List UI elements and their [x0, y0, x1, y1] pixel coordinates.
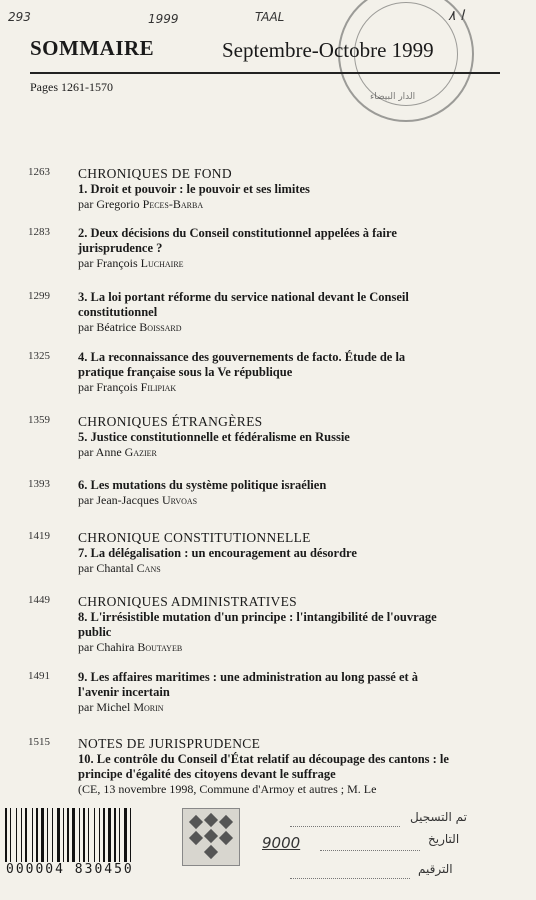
barcode-bar: [119, 808, 120, 862]
barcode-bar: [70, 808, 71, 862]
barcode-bar: [103, 808, 105, 862]
author-surname: Gazier: [124, 445, 157, 459]
header-rule: [30, 72, 500, 74]
article-author: [78, 380, 453, 395]
article-author: [78, 561, 453, 576]
barcode-bar: [45, 808, 46, 862]
handwritten-note-left: 293: [8, 10, 31, 24]
handwritten-note-right: TAAL: [255, 10, 285, 24]
barcode-bar: [88, 808, 89, 862]
author-surname: Peces-Barba: [142, 197, 204, 211]
handwritten-note-middle: 1999: [148, 12, 179, 26]
barcode-bar: [67, 808, 69, 862]
page-range: Pages 1261-1570: [30, 80, 113, 94]
barcode-bar: [121, 808, 123, 862]
dotted-line: [290, 878, 410, 879]
barcode-bar: [128, 808, 129, 862]
author-prefix: par Gregorio: [78, 197, 143, 211]
barcode-bar: [72, 808, 75, 862]
page-number: 1325: [28, 350, 50, 362]
section-heading: CHRONIQUES DE FOND: [78, 166, 232, 181]
stamp-text: الدار البيضاء: [370, 92, 416, 102]
barcode-bar: [112, 808, 113, 862]
author-prefix: par François: [78, 256, 141, 270]
author-prefix: par Chahira: [78, 640, 138, 654]
author-prefix: par Béatrice: [78, 320, 140, 334]
barcode-bar: [114, 808, 116, 862]
barcode-bar: [79, 808, 80, 862]
article-title: 5. Justice constitutionnelle et fédéralisme en Russie: [78, 430, 350, 444]
article-author: [78, 197, 453, 212]
barcode-bar: [36, 808, 38, 862]
page-number: 1263: [28, 166, 50, 178]
barcode-bar: [96, 808, 98, 862]
barcode-bar: [28, 808, 31, 862]
barcode-bar: [63, 808, 64, 862]
dotted-line: [320, 850, 420, 851]
section-heading: CHRONIQUE CONSTITUTIONNELLE: [78, 530, 311, 545]
barcode-bar: [23, 808, 24, 862]
barcode-number: 000004 830450: [6, 862, 134, 877]
barcode-bar: [47, 808, 48, 862]
numbering-label: الترقيم: [418, 862, 453, 876]
author-surname: Boissard: [139, 320, 182, 334]
barcode-bar: [21, 808, 22, 862]
barcode-bar: [86, 808, 87, 862]
barcode-bar: [83, 808, 85, 862]
article-author: [78, 445, 453, 460]
article-author: [78, 320, 453, 335]
barcode-bar: [101, 808, 102, 862]
barcode-bar: [18, 808, 20, 862]
author-prefix: par François: [78, 380, 141, 394]
barcode-bar: [25, 808, 27, 862]
article-title: 8. L'irrésistible mutation d'un principe : l'intangibilité de l'ouvrage public: [78, 610, 437, 639]
article-author: [78, 493, 453, 508]
article-author: [78, 700, 453, 715]
dotted-line: [290, 826, 400, 827]
page-number: 1299: [28, 290, 50, 302]
article-title: 4. La reconnaissance des gouvernements de facto. Étude de la pratique française sous la Ve république: [78, 350, 406, 379]
article-title: 7. La délégalisation : un encouragement au désordre: [78, 546, 357, 560]
barcode-bar: [99, 808, 100, 862]
page-number: 1359: [28, 414, 50, 426]
registration-label: تم التسجيل: [410, 810, 467, 824]
author-surname: Filipiak: [140, 380, 177, 394]
author-prefix: par Michel: [78, 700, 134, 714]
barcode-bar: [94, 808, 95, 862]
barcode-bar: [12, 808, 15, 862]
author-prefix: par Chantal: [78, 561, 137, 575]
author-prefix: (CE, 13 novembre 1998, Commune d'Armoy et autres ; M. Le: [78, 782, 377, 796]
handwritten-number: 9000: [262, 834, 301, 852]
article-title: 2. Deux décisions du Conseil constitutionnel appelées à faire jurisprudence ?: [78, 226, 397, 255]
barcode-bar: [124, 808, 127, 862]
barcode-bar: [76, 808, 78, 862]
author-surname: Cans: [136, 561, 161, 575]
barcode-bar: [132, 808, 134, 862]
barcode-bar: [5, 808, 7, 862]
barcode-bar: [130, 808, 131, 862]
page-number: 1515: [28, 736, 50, 748]
barcode-bar: [90, 808, 93, 862]
article-title: 6. Les mutations du système politique israélien: [78, 478, 327, 492]
barcode-bar: [54, 808, 56, 862]
author-surname: Morin: [133, 700, 164, 714]
barcode-bar: [39, 808, 40, 862]
barcode-icon: [5, 808, 167, 862]
section-heading: NOTES DE JURISPRUDENCE: [78, 736, 261, 751]
author-prefix: par Anne: [78, 445, 125, 459]
barcode-bar: [34, 808, 35, 862]
article-author: [78, 256, 453, 271]
page-title: SOMMAIRE: [30, 36, 155, 60]
page-number: 1393: [28, 478, 50, 490]
section-heading: CHRONIQUES ADMINISTRATIVES: [78, 594, 297, 609]
barcode-bar: [81, 808, 82, 862]
article-title: 3. La loi portant réforme du service national devant le Conseil constitutionnel: [78, 290, 409, 319]
article-author: [78, 782, 453, 797]
article-title: 1. Droit et pouvoir : le pouvoir et ses limites: [78, 182, 310, 196]
library-logo-icon: [182, 808, 240, 866]
barcode-bar: [32, 808, 33, 862]
article-author: [78, 640, 453, 655]
page-number: 1491: [28, 670, 50, 682]
handwritten-note-arabic: ا ٨: [448, 8, 464, 24]
author-prefix: par Jean-Jacques: [78, 493, 162, 507]
barcode-bar: [10, 808, 11, 862]
barcode-bar: [117, 808, 118, 862]
barcode-bar: [65, 808, 66, 862]
barcode-bar: [8, 808, 9, 862]
article-title: 10. Le contrôle du Conseil d'État relatif au découpage des cantons : le principe d'égalité des citoyens devant le suffrage: [78, 752, 449, 781]
page-number: 1449: [28, 594, 50, 606]
barcode-bar: [16, 808, 17, 862]
section-heading: CHRONIQUES ÉTRANGÈRES: [78, 414, 263, 429]
issue-date: Septembre-Octobre 1999: [222, 38, 434, 62]
barcode-bar: [41, 808, 44, 862]
barcode-bar: [106, 808, 107, 862]
barcode-bar: [108, 808, 111, 862]
page-number: 1283: [28, 226, 50, 238]
barcode-bar: [57, 808, 60, 862]
article-title: 9. Les affaires maritimes : une administration au long passé et à l'avenir incertain: [78, 670, 419, 699]
date-label: التاريخ: [428, 832, 460, 846]
author-surname: Boutayeb: [137, 640, 183, 654]
author-surname: Luchaire: [140, 256, 184, 270]
barcode-bar: [61, 808, 62, 862]
barcode-bar: [52, 808, 53, 862]
author-surname: Urvoas: [161, 493, 198, 507]
page-number: 1419: [28, 530, 50, 542]
barcode-bar: [49, 808, 51, 862]
